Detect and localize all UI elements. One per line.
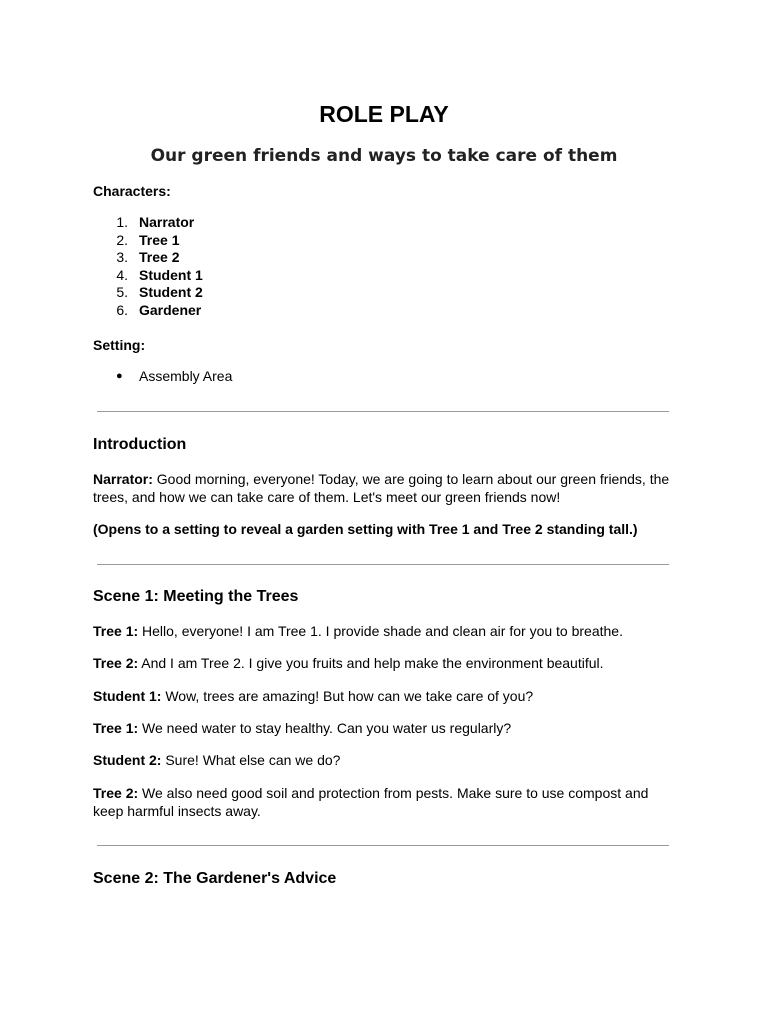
- setting-list: [93, 367, 232, 385]
- characters-label: Characters:: [93, 183, 171, 199]
- list-number: 4.: [116, 266, 128, 283]
- page-title: ROLE PLAY: [319, 101, 449, 127]
- speaker-label: Tree 1:: [93, 623, 139, 639]
- dialogue-line: [93, 654, 673, 672]
- setting-item: Assembly Area: [139, 368, 233, 384]
- list-item: [93, 232, 203, 250]
- speaker-label: Tree 1:: [93, 720, 139, 736]
- page-subtitle: Our green friends and ways to take care of them: [150, 146, 618, 166]
- section-divider: [97, 564, 669, 565]
- speaker-label: Student 1:: [93, 688, 162, 704]
- dialogue-text: Good morning, everyone! Today, we are going to learn about our green friends, the trees, and how we can take care of them. Let's meet our green friends now!: [93, 471, 670, 505]
- character-name: Gardener: [139, 301, 202, 318]
- dialogue-text: We also need good soil and protection from pests. Make sure to use compost and keep harmful insects away.: [93, 785, 649, 819]
- speaker-label: Student 2:: [93, 752, 162, 768]
- list-number: 1.: [116, 214, 128, 230]
- dialogue-text: Hello, everyone! I am Tree 1. I provide shade and clean air for you to breathe.: [138, 623, 623, 639]
- list-number: 3.: [116, 249, 128, 266]
- character-name: Student 1: [139, 266, 203, 283]
- dialogue-text: We need water to stay healthy. Can you water us regularly?: [138, 720, 512, 736]
- speaker-label: Tree 2:: [93, 655, 139, 671]
- list-number: 2.: [116, 231, 128, 248]
- setting-label: Setting:: [93, 337, 146, 353]
- narrator-paragraph: [93, 470, 673, 506]
- dialogue-line: [93, 719, 673, 737]
- list-item: [93, 267, 203, 285]
- dialogue-text: Sure! What else can we do?: [161, 752, 341, 768]
- list-item: [93, 284, 203, 302]
- list-item: [93, 302, 203, 320]
- dialogue-line: [93, 622, 673, 640]
- character-name: Tree 1: [139, 231, 180, 248]
- list-item: [93, 249, 203, 267]
- section-divider: [97, 411, 669, 412]
- bullet-icon: ●: [116, 370, 123, 382]
- speaker-label: Narrator:: [93, 471, 153, 487]
- stage-direction: (Opens to a setting to reveal a garden setting with Tree 1 and Tree 2 standing tall.): [93, 521, 638, 537]
- list-number: 5.: [116, 284, 128, 301]
- scene1-heading: Scene 1: Meeting the Trees: [93, 588, 299, 605]
- character-name: Tree 2: [139, 249, 180, 266]
- scene2-heading: Scene 2: The Gardener's Advice: [93, 870, 337, 887]
- character-name: Narrator: [139, 214, 195, 230]
- dialogue-line: [93, 784, 673, 820]
- character-name: Student 2: [139, 284, 203, 301]
- dialogue-line: [93, 687, 673, 705]
- dialogue-text: And I am Tree 2. I give you fruits and help make the environment beautiful.: [138, 655, 604, 671]
- list-number: 6.: [116, 301, 128, 318]
- list-item: [93, 214, 203, 232]
- dialogue-line: [93, 751, 673, 769]
- characters-list: [93, 214, 203, 320]
- dialogue-text: Wow, trees are amazing! But how can we take care of you?: [161, 688, 534, 704]
- speaker-label: Tree 2:: [93, 785, 139, 801]
- list-item: [93, 367, 232, 385]
- introduction-heading: Introduction: [93, 436, 187, 453]
- section-divider: [97, 845, 669, 846]
